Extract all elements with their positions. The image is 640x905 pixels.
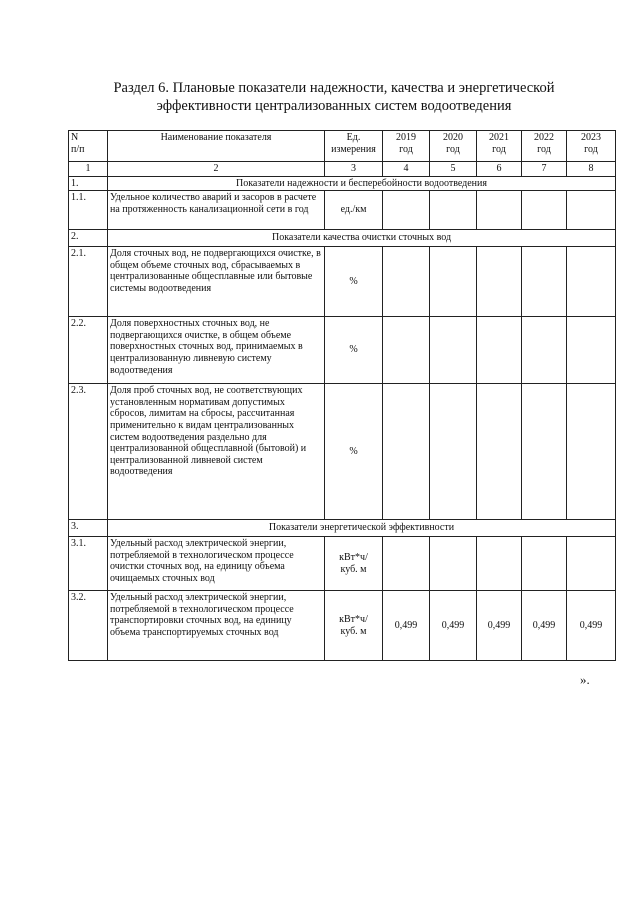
header-year-word: год: [537, 143, 551, 155]
table-row: [69, 537, 616, 591]
header-year-2021: [477, 131, 522, 162]
header-unit-line-1: Ед.: [346, 132, 361, 143]
row-value-2019: [383, 537, 430, 591]
section-num: 1.: [69, 176, 108, 191]
row-value-2021: [477, 537, 522, 591]
header-num: [69, 131, 108, 162]
row-value-2019: [383, 384, 430, 520]
row-name: Доля сточных вод, не подвергающихся очистке, в общем объеме сточных вод, сбрасываемых в централизованные общесплавные или бытовые системы водоотведения: [108, 247, 325, 317]
section-title: Показатели надежности и бесперебойности водоотведения: [108, 176, 616, 191]
row-value-2020: [430, 384, 477, 520]
row-name: Удельный расход электрической энергии, потребляемой в технологическом процессе транспортировки сточных вод, на единицу объема транспортируемых сточных вод: [108, 591, 325, 661]
row-value-2019: 0,499: [383, 591, 430, 661]
row-name: Удельный расход электрической энергии, потребляемой в технологическом процессе очистки сточных вод, на единицу объема очищаемых сточных вод: [108, 537, 325, 591]
header-year-value: 2023: [581, 132, 601, 143]
column-number: 6: [477, 162, 522, 177]
row-value-2022: [522, 317, 567, 384]
row-value-2021: [477, 191, 522, 230]
indicators-table: [68, 130, 616, 661]
row-value-2020: [430, 537, 477, 591]
column-number: 3: [325, 162, 383, 177]
row-value-2022: [522, 384, 567, 520]
row-unit-line-1: кВт*ч/: [339, 614, 368, 626]
row-num: 2.3.: [69, 384, 108, 520]
table-row: [69, 591, 616, 661]
page-title-line-1: Раздел 6. Плановые показатели надежности, качества и энергетической: [113, 80, 555, 96]
row-value-2020: 0,499: [430, 591, 477, 661]
row-num: 3.2.: [69, 591, 108, 661]
column-number: 1: [69, 162, 108, 177]
section-row: [69, 230, 616, 247]
row-value-2023: [567, 247, 616, 317]
row-num: 1.1.: [69, 191, 108, 230]
header-num-line-1: N: [71, 132, 79, 143]
header-year-2022: [522, 131, 567, 162]
row-value-2021: [477, 247, 522, 317]
section-num: 2.: [69, 230, 108, 247]
row-value-2023: [567, 537, 616, 591]
table-row: [69, 317, 616, 384]
header-year-2023: [567, 131, 616, 162]
header-year-value: 2022: [534, 132, 554, 143]
row-name: Доля проб сточных вод, не соответствующих установленным нормативам допустимых сбросов, лимитам на сбросы, рассчитанная применительно к видам централизованных систем водоотведения раздельно для централизованной общесплавной (бытовой) и централизованной ливневой систем водоотведения: [108, 384, 325, 520]
column-number-row: [69, 162, 616, 177]
table-row: [69, 247, 616, 317]
page-title: [68, 79, 600, 115]
row-value-2022: [522, 247, 567, 317]
row-num: 2.2.: [69, 317, 108, 384]
column-number: 7: [522, 162, 567, 177]
row-value-2022: [522, 191, 567, 230]
row-value-2022: [522, 537, 567, 591]
header-year-word: год: [584, 143, 598, 155]
row-value-2021: [477, 384, 522, 520]
closing-quote-mark: ».: [580, 672, 590, 687]
table-row: [69, 191, 616, 230]
row-unit: ед./км: [325, 191, 383, 230]
header-year-word: год: [446, 143, 460, 155]
row-unit-line-2: куб. м: [340, 625, 367, 637]
header-year-2020: [430, 131, 477, 162]
section-row: [69, 520, 616, 537]
row-value-2019: [383, 191, 430, 230]
row-unit-line-2: куб. м: [340, 563, 367, 575]
page-title-line-2: эффективности централизованных систем водоотведения: [156, 98, 512, 114]
column-number: 8: [567, 162, 616, 177]
row-unit: %: [325, 384, 383, 520]
header-year-value: 2020: [443, 132, 463, 143]
row-value-2020: [430, 191, 477, 230]
section-title: Показатели качества очистки сточных вод: [108, 230, 616, 247]
section-row: [69, 176, 616, 191]
header-row: [69, 131, 616, 162]
row-value-2020: [430, 247, 477, 317]
row-num: 3.1.: [69, 537, 108, 591]
row-unit-line-1: кВт*ч/: [339, 552, 368, 564]
column-number: 4: [383, 162, 430, 177]
header-name: Наименование показателя: [108, 131, 325, 162]
row-value-2019: [383, 317, 430, 384]
row-value-2021: [477, 317, 522, 384]
header-unit: [325, 131, 383, 162]
table-row: [69, 384, 616, 520]
header-year-word: год: [492, 143, 506, 155]
row-value-2023: [567, 317, 616, 384]
column-number: 5: [430, 162, 477, 177]
header-year-value: 2021: [489, 132, 509, 143]
header-num-line-2: п/п: [71, 143, 85, 155]
row-value-2023: 0,499: [567, 591, 616, 661]
header-unit-line-2: измерения: [331, 143, 376, 155]
row-unit: %: [325, 247, 383, 317]
header-year-value: 2019: [396, 132, 416, 143]
header-year-2019: [383, 131, 430, 162]
row-value-2021: 0,499: [477, 591, 522, 661]
column-number: 2: [108, 162, 325, 177]
header-year-word: год: [399, 143, 413, 155]
section-num: 3.: [69, 520, 108, 537]
row-name: Удельное количество аварий и засоров в расчете на протяженность канализационной сети в год: [108, 191, 325, 230]
row-value-2019: [383, 247, 430, 317]
row-unit: %: [325, 317, 383, 384]
row-value-2020: [430, 317, 477, 384]
row-value-2023: [567, 384, 616, 520]
row-value-2022: 0,499: [522, 591, 567, 661]
row-unit: [325, 537, 383, 591]
row-value-2023: [567, 191, 616, 230]
row-unit: [325, 591, 383, 661]
row-name: Доля поверхностных сточных вод, не подвергающихся очистке, в общем объеме поверхностных сточных вод, принимаемых в централизованную ливневую систему водоотведения: [108, 317, 325, 384]
row-num: 2.1.: [69, 247, 108, 317]
section-title: Показатели энергетической эффективности: [108, 520, 616, 537]
